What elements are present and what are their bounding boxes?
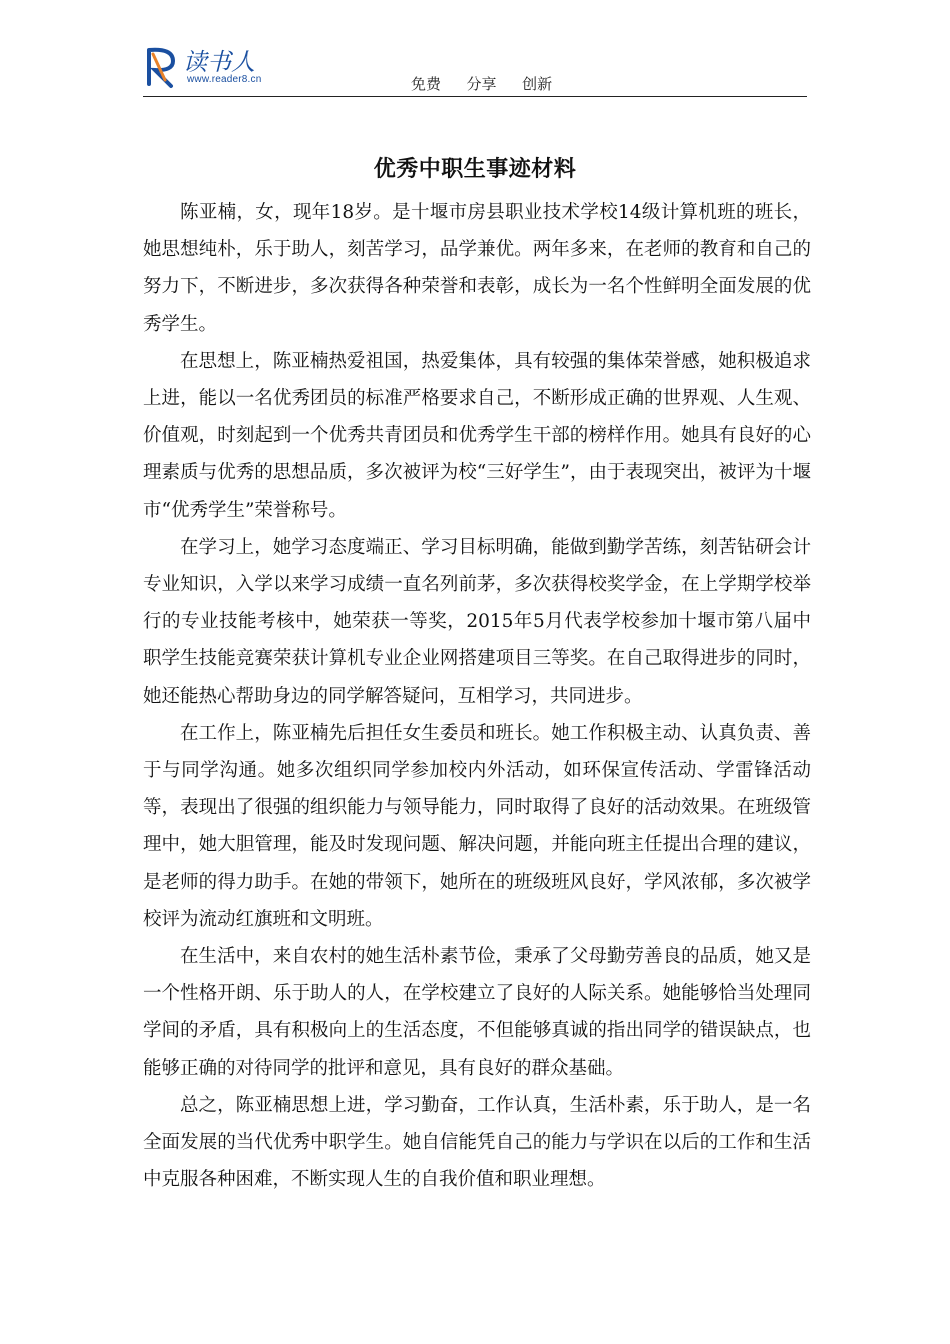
paragraph: 总之，陈亚楠思想上进，学习勤奋，工作认真，生活朴素，乐于助人，是一名全面发展的当代优秀中职学生。她自信能凭自己的能力与学识在以后的工作和生活中克服各种困难，不断实现人生的自我价值和职业理想。	[143, 1094, 811, 1191]
svg-text:读书人: 读书人	[183, 48, 255, 76]
paragraph: 在思想上，陈亚楠热爱祖国，热爱集体，具有较强的集体荣誉感，她积极追求上进，能以一名优秀团员的标准严格要求自己，不断形成正确的世界观、人生观、价值观，时刻起到一个优秀共青团员和优秀学生干部的榜样作用。她具有良好的心理素质与优秀的思想品质，多次被评为校“三好学生”，由于表现突出，被评为十堰市“优秀学生”荣誉称号。	[143, 350, 811, 521]
paragraph: 在工作上，陈亚楠先后担任女生委员和班长。她工作积极主动、认真负责、善于与同学沟通。她多次组织同学参加校内外活动，如环保宣传活动、学雷锋活动等，表现出了很强的组织能力与领导能力，同时取得了良好的活动效果。在班级管理中，她大胆管理，能及时发现问题、解决问题，并能向班主任提出合理的建议，是老师的得力助手。在她的带领下，她所在的班级班风良好，学风浓郁，多次被学校评为流动红旗班和文明班。	[143, 722, 811, 930]
document-title: 优秀中职生事迹材料	[373, 157, 577, 182]
page-header	[143, 40, 807, 97]
paragraph: 在学习上，她学习态度端正、学习目标明确，能做到勤学苦练，刻苦钻研会计专业知识，入学以来学习成绩一直名列前茅，多次获得校奖学金，在上学期学校举行的专业技能考核中，她荣获一等奖，2015年5月代表学校参加十堰市第八届中职学生技能竞赛荣获计算机专业企业网搭建项目三等奖。在自己取得进步的同时，她还能热心帮助身边的同学解答疑问，互相学习，共同进步。	[143, 536, 811, 707]
header-tagline: 免费 分享 创新	[411, 75, 553, 93]
logo-url: www.reader8.cn	[187, 74, 262, 85]
document-body	[143, 194, 811, 1198]
paragraph: 在生活中，来自农村的她生活朴素节俭，秉承了父母勤劳善良的品质，她又是一个性格开朗、乐于助人的人，在学校建立了良好的人际关系。她能够恰当处理同学间的矛盾，具有积极向上的生活态度，不但能够真诚的指出同学的错误缺点，也能够正确的对待同学的批评和意见，具有良好的群众基础。	[143, 946, 811, 1079]
paragraph: 陈亚楠，女，现年18岁。是十堰市房县职业技术学校14级计算机班的班长，她思想纯朴，乐于助人，刻苦学习，品学兼优。两年多来，在老师的教育和自己的努力下，不断进步，多次获得各种荣誉和表彰，成长为一名个性鲜明全面发展的优秀学生。	[143, 202, 811, 335]
